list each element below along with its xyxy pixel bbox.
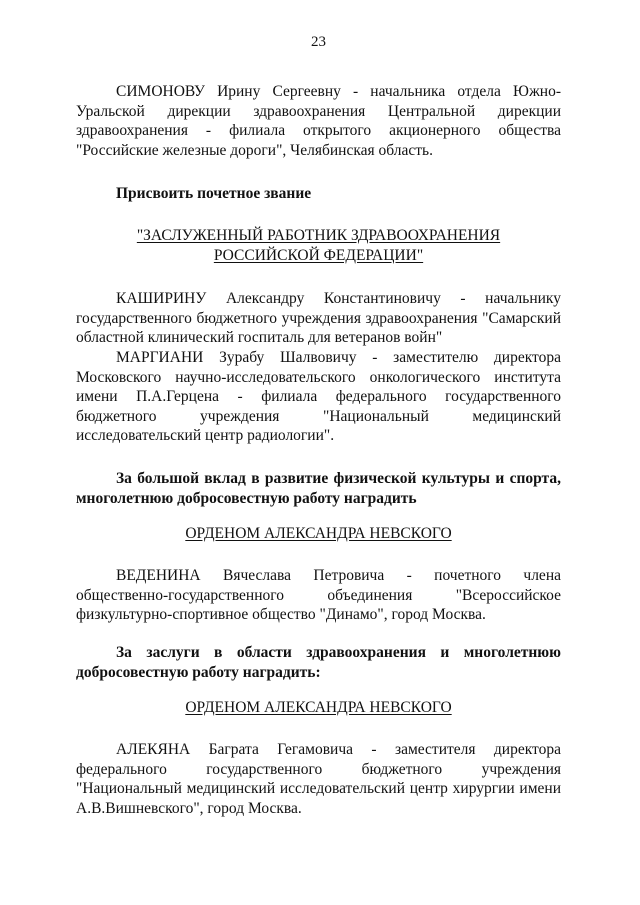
- award-entry-alekyan: АЛЕКЯНА Баграта Гегамовича - заместителя директора федерального государственного бюджетного учреждения "Национальный медицинский исследовательский центр хирургии имени А.В.Вишневского", город Москва.: [76, 741, 561, 817]
- honorary-title-line-1: "ЗАСЛУЖЕННЫЙ РАБОТНИК ЗДРАВООХРАНЕНИЯ: [136, 227, 501, 244]
- assign-title-heading: Присвоить почетное звание: [116, 185, 312, 202]
- document-page: [76, 0, 561, 905]
- award-entry-simonova: СИМОНОВУ Ирину Сергеевну - начальника отдела Южно-Уральской дирекции здравоохранения Центральной дирекции здравоохранения - филиала открытого акционерного общества "Российские железные дороги", Челябинская область.: [76, 83, 561, 159]
- health-award-heading: За заслуги в области здравоохранения и многолетнюю добросовестную работу наградить:: [76, 644, 561, 681]
- page-number: 23: [311, 34, 326, 50]
- honorary-title-line-2: РОССИЙСКОЙ ФЕДЕРАЦИИ": [213, 247, 424, 264]
- award-entry-margiani: МАРГИАНИ Зурабу Шалвовичу - заместителю директора Московского научно-исследовательского онкологического института имени П.А.Герцена - филиала федерального государственного бюджетного учреждения "Национальный медицинский исследовательский центр радиологии".: [76, 349, 561, 445]
- order-heading-2: ОРДЕНОМ АЛЕКСАНДРА НЕВСКОГО: [185, 699, 452, 716]
- order-heading-1: ОРДЕНОМ АЛЕКСАНДРА НЕВСКОГО: [185, 525, 452, 542]
- award-entry-kashirin: КАШИРИНУ Александру Константиновичу - начальнику государственного бюджетного учреждения здравоохранения "Самарский областной клинический госпиталь для ветеранов войн": [76, 290, 561, 347]
- sport-award-heading: За большой вклад в развитие физической культуры и спорта, многолетнюю добросовестную работу наградить: [76, 470, 561, 507]
- award-entry-vedenin: ВЕДЕНИНА Вячеслава Петровича - почетного члена общественно-государственного объединения "Всероссийское физкультурно-спортивное общество "Динамо", город Москва.: [76, 567, 561, 624]
